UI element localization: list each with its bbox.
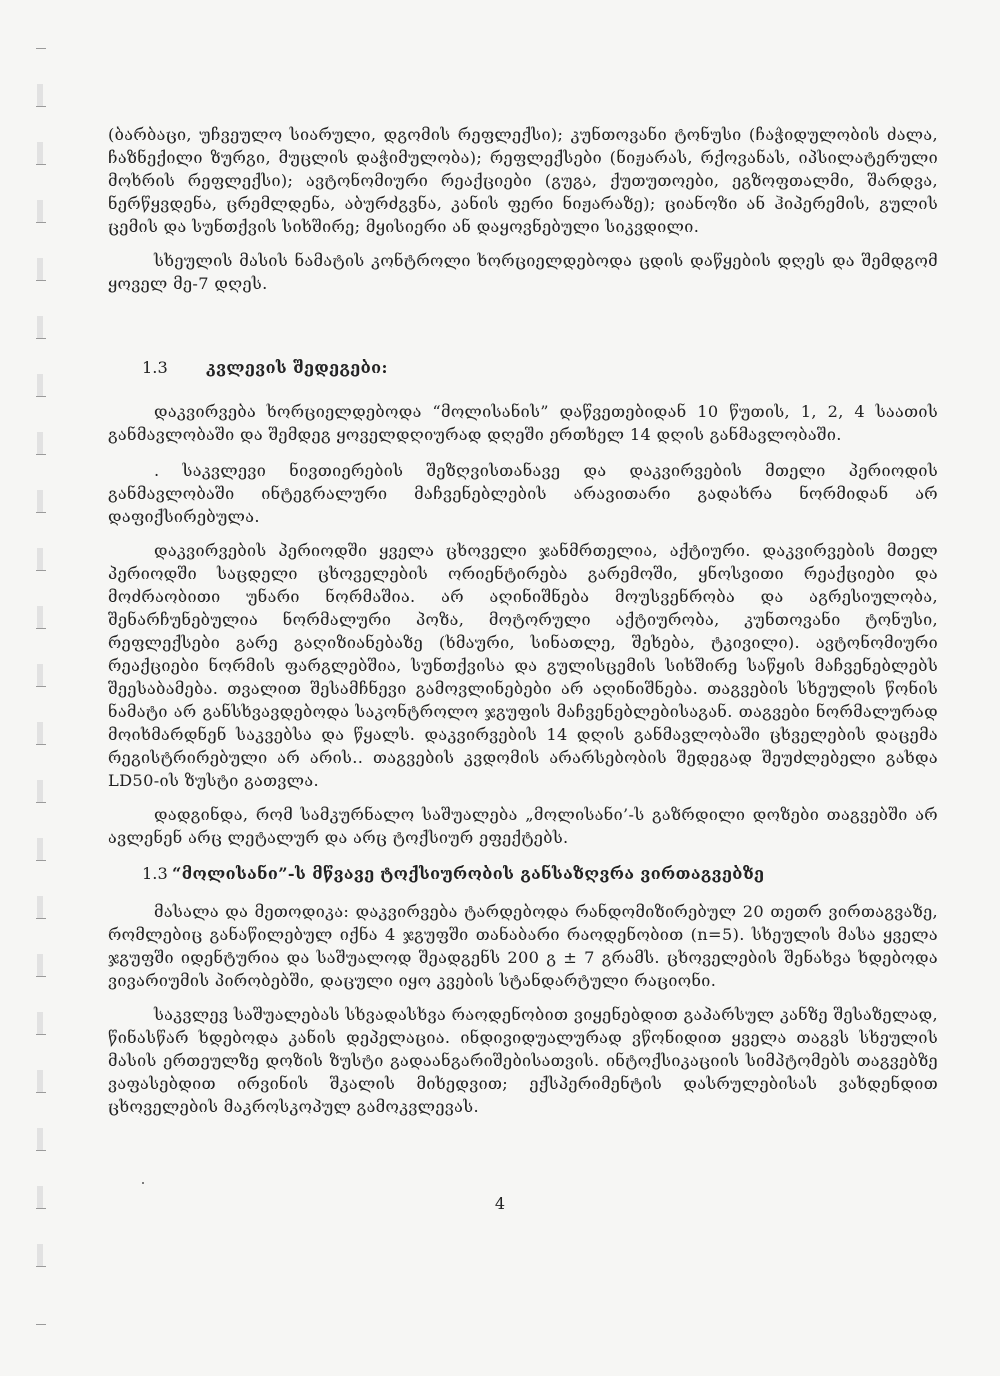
binding-margin: [0, 0, 60, 1376]
page-number: 4: [494, 1194, 506, 1213]
section-number: 1.3: [142, 864, 168, 883]
section-title: “მოლისანი”-ს მწვავე ტოქსიურობის განსაზღვრა ვირთაგვებზე: [172, 864, 765, 883]
paragraph-symptoms: (ბარბაცი, უჩვეულო სიარული, დგომის რეფლექსი); კუნთოვანი ტონუსი (ჩაჭიდულობის ძალა, ჩაზნექილი ზურგი, მუცლის დაჭიმულობა); რეფლექსები (ნიჟარას, რქოვანას, იპსილატერული მოხრის რეფლექსი); ავტონომიური რეაქციები (გუგა, ქუთუთოები, ეგზოფთალმი, შარდვა, ნერწყვდენა, ცრემლდენა, აბურძგვნა, კანის ფერი ნიჟარაზე); ციანოზი ან ჰიპერემის, გულის ცემის და სუნთქვის სიხშირე; მყისიერი ან დაყოვნებული სიკვდილი.: [108, 125, 938, 236]
paragraph-dosing: საკვლევ საშუალებას სხვადასხვა რაოდენობით ვიყენებდით გაპარსულ კანზე შესაზელად, წინასწარ ხდებოდა კანის დეპელაცია. ინდივიდუალურად ვწონიდით ყველა თაგვს სხეულის მასის ერთეულზე დოზის ზუსტი გადაანგარიშებისათვის. ინტოქსიკაციის სიმპტომებს თაგვებზე ვაფასებდით ირვინის შკალის მიხედვით; ექსპერიმენტის დასრულებისას ვახდენდით ცხოველების მაკროსკოპულ გამოკვლევას.: [108, 1005, 938, 1116]
page-content: [108, 123, 938, 1118]
section-heading-results: [108, 356, 938, 379]
section-heading-rats: [108, 862, 938, 885]
paragraph-weight-control: სხეულის მასის ნამატის კონტროლი ხორციელდებოდა ცდის დაწყების დღეს და შემდგომ ყოველ მე-7 დღეს.: [108, 251, 938, 293]
paragraph-materials-methods: მასალა და მეთოდიკა: დაკვირვება ტარდებოდა რანდომიზირებულ 20 თეთრ ვირთაგვაზე, რომლებიც განაწილებულ იქნა 4 ჯგუფში თანაბარი რაოდენობით (n=5). სხეულის მასა ყველა ჯგუფში იდენტურია და საშუალოდ შეადგენს 200 გ ± 7 გრამს. ცხოველების შენახვა ხდებოდა ვივარიუმის პირობებში, დაცული იყო კვების სტანდარტული რაციონი.: [108, 902, 938, 990]
paragraph-integral-indicators: . საკვლევი ნივთიერების შეზღვისთანავე და დაკვირვების მთელი პერიოდის განმავლობაში ინტეგრალური მაჩვენებლების არავითარი გადახრა ნორმიდან არ დაფიქსირებულა.: [108, 461, 938, 526]
paragraph-conclusion: დადგინდა, რომ სამკურნალო საშუალება „მოლისანი’-ს გაზრდილი დოზები თაგვებში არ ავლენენ არც ლეტალურ და არც ტოქსიურ ეფექტებს.: [108, 805, 938, 847]
paragraph-observation-period: დაკვირვების პერიოდში ყველა ცხოველი ჯანმრთელია, აქტიური. დაკვირვების მთელ პერიოდში საცდელი ცხოველების ორიენტირება გარემოში, ყნოსვითი რეაქციები და მოძრაობითი უნარი ნორმაშია. არ აღინიშნება მოუსვენრობა და აგრესიულობა, შენარჩუნებულია ნორმალური პოზა, მოტორული აქტიურობა, კუნთოვანი ტონუსი, რეფლექსები გარე გაღიზიანებაზე (ხმაური, სინათლე, შეხება, ტკივილი). ავტონომიური რეაქციები ნორმის ფარგლებშია, სუნთქვისა და გულისცემის სიხშირე საწყის მაჩვენებლებს შეესაბამება. თვალით შესამჩნევი გამოვლინებები არ აღინიშნება. თაგვების სხეულის წონის ნამატი არ განსხვავდებოდა საკონტროლო ჯგუფის მაჩვენებლებისაგან. თაგვები ნორმალურად მოიხმარდნენ საკვებსა და წყალს. დაკვირვების 14 დღის განმავლობაში ცხველების დაცემა რეგისტრირებული არ არის.. თაგვების კვდომის არარსებობის შედეგად შეუძლებელი გახდა LD50-ის ზუსტი გათვლა.: [108, 541, 938, 790]
section-number: 1.3: [142, 358, 168, 377]
section-title: კვლევის შედეგები:: [206, 358, 388, 377]
paragraph-observation: დაკვირვება ხორციელდებოდა “მოლისანის” დაწვეთებიდან 10 წუთის, 1, 2, 4 საათის განმავლობაში და შემდეგ ყოველდღიურად დღეში ერთხელ 14 დღის განმავლობაში.: [108, 402, 938, 444]
scan-speck: [142, 1182, 144, 1184]
